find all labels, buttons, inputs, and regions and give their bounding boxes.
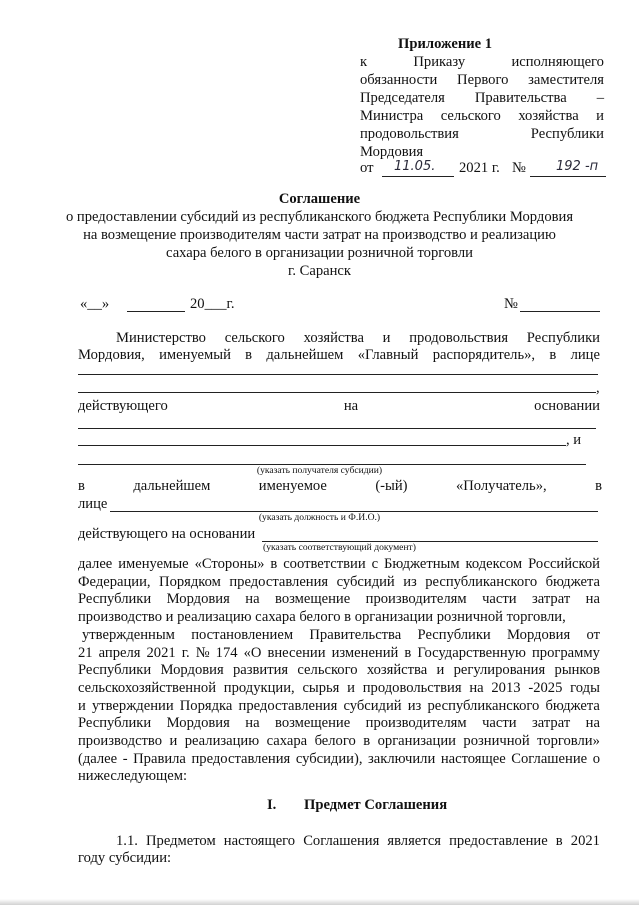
agreement-title: Соглашение — [278, 191, 361, 207]
body-word: затрат — [532, 715, 571, 732]
blank-line-2 — [78, 392, 596, 393]
appendix-word: – — [596, 90, 604, 106]
clause-word: Соглашения — [303, 833, 380, 849]
appendix-word: и — [596, 108, 604, 124]
body-word: и — [436, 662, 445, 679]
body-word: розничной — [463, 733, 530, 749]
body-word: апреля — [98, 644, 141, 661]
body-line — [78, 698, 600, 715]
caption-recipient: (указать получателя субсидии) — [256, 465, 383, 476]
body-word: Мордовия — [166, 715, 230, 732]
face-label: лице — [78, 496, 108, 512]
body-word: производителям — [365, 715, 467, 732]
body-word: в — [363, 733, 371, 749]
body-word: части — [482, 591, 517, 608]
appendix-word: к — [360, 54, 368, 70]
agreement-subtitle-2: на возмещение производителям части затрат на производство и реализацию — [83, 227, 556, 243]
body-word: бюджета — [545, 573, 600, 590]
body-line — [78, 680, 600, 697]
appendix-word: Правительства — [474, 90, 567, 106]
body-line — [78, 574, 600, 591]
body-word: утвержденным — [82, 626, 175, 643]
order-date-line — [360, 160, 610, 182]
appendix-word: Республики — [530, 126, 604, 142]
body-word: с — [371, 556, 379, 572]
recipient-line — [78, 478, 602, 495]
body-word: производство — [78, 733, 163, 749]
body-word: настоящее — [440, 750, 506, 767]
appendix-word: обязанности — [360, 72, 438, 88]
body-line — [82, 627, 600, 644]
blank-line-3 — [78, 428, 596, 429]
body-word: соответствии — [283, 556, 366, 572]
number-underline — [530, 176, 606, 177]
appendix-last-line: Мордовия — [360, 144, 424, 160]
body-word: «О — [243, 644, 262, 661]
intro-line-1 — [116, 330, 600, 347]
body-word: 21 — [78, 644, 93, 661]
acting-basis-line — [78, 398, 600, 415]
recipient-word: «Получатель», — [455, 478, 547, 494]
body-word: (далее — [78, 750, 118, 767]
clause-word: настоящего — [223, 833, 296, 849]
body-word: Республики — [78, 715, 152, 732]
date-prefix: от — [360, 160, 374, 176]
body-word: Республики — [78, 662, 152, 679]
caption-document: (указать соответствующий документ) — [263, 542, 416, 553]
body-word: Республики — [417, 626, 491, 643]
body-word: в — [404, 644, 412, 661]
intro-word: продовольствия — [409, 330, 509, 346]
body-word: из — [403, 573, 417, 590]
clause-word: предоставление — [449, 833, 548, 849]
clause-word: 2021 — [570, 833, 600, 849]
clause-word: в — [555, 833, 563, 849]
appendix-row — [360, 108, 604, 126]
acting-word: действующего — [78, 398, 168, 414]
agreement-date-year: 20___г. — [190, 296, 235, 312]
body-word: Государственную — [417, 644, 526, 661]
agreement-date-day: «__» — [80, 296, 110, 312]
order-number-handwritten: 192 -п — [556, 159, 599, 174]
intro-word: хозяйства — [303, 330, 364, 346]
body-word: производителям — [365, 591, 467, 608]
body-word: г. — [181, 644, 190, 661]
body-word: белого — [314, 733, 356, 749]
body-word: хозяйства — [366, 662, 428, 679]
body-word: из — [407, 697, 422, 714]
intro-word: дальнейшем — [266, 347, 344, 363]
body-word: заключили — [368, 750, 436, 767]
intro-word: сельского — [224, 330, 285, 346]
intro-word: Министерство — [116, 330, 206, 346]
blank-line-1 — [78, 374, 598, 375]
blank-line-4 — [78, 445, 566, 446]
clause-word: 1.1. — [116, 833, 138, 849]
body-line — [78, 662, 600, 679]
body-word: возмещение — [275, 591, 351, 608]
appendix-order-reference — [360, 54, 604, 144]
appendix-word: заместителя — [528, 72, 604, 88]
order-date-handwritten: 11.05. — [394, 159, 436, 174]
body-word: субсидий — [343, 697, 402, 714]
body-word: республиканского — [425, 573, 538, 590]
body-word: Мордовия — [166, 591, 230, 608]
recipient-word: дальнейшем — [133, 478, 211, 494]
body-word: развития — [232, 662, 289, 679]
appendix-word: продовольствия — [360, 126, 459, 142]
body-word: далее — [78, 556, 113, 572]
body-word: сельского — [297, 662, 358, 679]
body-word: Порядком — [159, 573, 221, 590]
body-word: затрат — [532, 591, 571, 608]
body-line — [78, 591, 600, 608]
body-word: предоставления — [238, 697, 338, 714]
intro-word: распорядитель», — [432, 347, 536, 363]
body-line — [78, 715, 600, 732]
clause-word: является — [387, 833, 442, 849]
body-word: Правила — [133, 750, 186, 767]
body-word: продукции, — [223, 679, 295, 696]
body-word: предоставления — [229, 573, 329, 590]
date-underline — [382, 176, 454, 177]
appendix-row — [360, 90, 604, 108]
intro-word: в — [549, 347, 557, 363]
appendix-word: Председателя — [360, 90, 445, 106]
body-word: и — [347, 679, 355, 696]
body-word: Республики — [78, 591, 152, 608]
body-word: кодексом — [465, 556, 523, 572]
body-word: и — [169, 733, 178, 749]
body-word: на — [585, 591, 600, 608]
intro-word: лице — [570, 347, 600, 363]
body-word: о — [592, 750, 600, 767]
intro-word: Республики — [526, 330, 600, 346]
body-word: сырья — [302, 679, 340, 696]
order-year: 2021 г. — [459, 160, 500, 176]
body-word: -2025 — [528, 679, 563, 696]
body-word: Правительства — [309, 626, 402, 643]
body-word: Бюджетным — [384, 556, 460, 572]
body-word: программу — [531, 644, 600, 661]
body-word: торговли» — [537, 733, 600, 749]
body-word: и — [78, 697, 86, 714]
body-line: производство и реализацию сахара белого в организации розничной торговли, — [78, 609, 566, 626]
body-word: субсидий — [336, 573, 395, 590]
body-word: рынков — [554, 662, 600, 679]
body-word: внесении — [267, 644, 326, 661]
page-bottom-edge — [0, 899, 639, 905]
body-word: «Стороны» — [194, 556, 265, 572]
agreement-number-blank — [520, 311, 600, 312]
body-word: части — [482, 715, 517, 732]
body-word: изменений — [331, 644, 399, 661]
recipient-word: (-ый) — [375, 478, 408, 494]
body-word: регулирования — [453, 662, 546, 679]
body-word: бюджета — [545, 697, 600, 714]
agreement-subtitle-1: о предоставлении субсидий из республиканского бюджета Республики Мордовия — [65, 209, 574, 225]
appendix-row — [360, 126, 604, 144]
intro-word: «Главный — [357, 347, 419, 363]
body-word: возмещение — [275, 715, 351, 732]
body-word: на — [245, 715, 260, 732]
intro-word: Мордовия, — [78, 347, 145, 363]
body-word: № — [195, 644, 210, 661]
body-word: годы — [570, 679, 600, 696]
body-word: Федерации, — [78, 573, 151, 590]
acting-word: на — [343, 398, 359, 414]
body-word: в — [270, 556, 278, 572]
body-word: организации — [377, 733, 456, 749]
clause-word: Предметом — [145, 833, 216, 849]
body-word: от — [586, 626, 600, 643]
appendix-word: сельского — [440, 108, 501, 124]
acting-basis-label: действующего на основании — [78, 526, 256, 542]
body-word: 174 — [215, 644, 238, 661]
recipient-word: именуемое — [258, 478, 327, 494]
clause-1-1-line-2: году субсидии: — [78, 850, 172, 866]
body-line: нижеследующем: — [78, 768, 188, 785]
appendix-title: Приложение 1 — [398, 36, 493, 52]
appendix-word: Министра — [360, 108, 424, 124]
body-word: 2013 — [491, 679, 521, 696]
appendix-word: Первого — [457, 72, 509, 88]
body-line — [78, 556, 600, 573]
body-word: постановлением — [191, 626, 294, 643]
body-word: 2021 — [146, 644, 176, 661]
body-word: республиканского — [427, 697, 540, 714]
body-word: именуемые — [118, 556, 189, 572]
recipient-word: в — [595, 478, 602, 494]
body-word: на — [469, 679, 484, 696]
body-word: Российской — [528, 556, 600, 572]
body-word: субсидии), — [295, 750, 363, 767]
agreement-number-sign: № — [504, 296, 518, 312]
body-word: продовольствия — [362, 679, 462, 696]
appendix-word: исполняющего — [511, 54, 604, 70]
body-word: на — [585, 715, 600, 732]
blank-comma: , — [596, 380, 600, 396]
agreement-city: г. Саранск — [288, 263, 351, 279]
intro-word: именуемый — [159, 347, 231, 363]
body-line — [78, 733, 600, 750]
section-title: Предмет Соглашения — [304, 797, 448, 813]
body-word: на — [245, 591, 260, 608]
order-number-sign: № — [512, 160, 526, 176]
appendix-row — [360, 72, 604, 90]
acting-word: основании — [534, 398, 600, 414]
appendix-word: хозяйства — [518, 108, 579, 124]
clause-1-1-line-1 — [116, 833, 600, 850]
body-word: предоставления — [191, 750, 291, 767]
appendix-word: Приказу — [413, 54, 466, 70]
agreement-month-blank — [127, 311, 185, 312]
section-numeral: I. — [267, 797, 277, 813]
body-word: Порядка — [179, 697, 233, 714]
and-text: , и — [566, 432, 582, 448]
body-word: Соглашение — [511, 750, 588, 767]
agreement-subtitle-3: сахара белого в организации розничной торговли — [166, 245, 473, 261]
body-word: - — [122, 750, 128, 767]
body-word: Мордовия — [507, 626, 571, 643]
body-word: сахара — [266, 733, 308, 749]
intro-word: и — [382, 330, 391, 346]
body-word: утверждении — [91, 697, 174, 714]
body-word: сельскохозяйственной — [78, 679, 217, 696]
body-line — [78, 645, 600, 662]
recipient-word: в — [78, 478, 85, 494]
body-word: Мордовия — [160, 662, 224, 679]
body-word: реализацию — [184, 733, 260, 749]
intro-line-2 — [78, 347, 600, 364]
caption-position: (указать должность и Ф.И.О.) — [258, 512, 381, 523]
body-line — [78, 751, 600, 768]
appendix-row — [360, 54, 604, 72]
intro-word: в — [245, 347, 253, 363]
